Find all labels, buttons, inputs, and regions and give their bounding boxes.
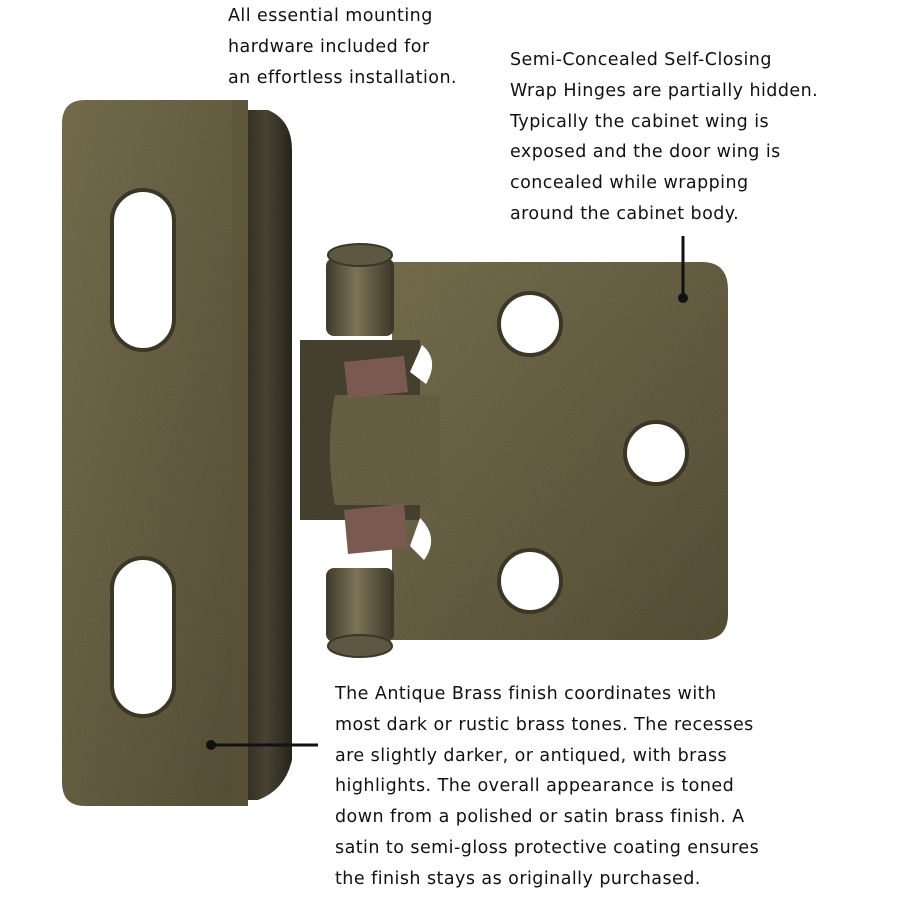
knuckle-bottom xyxy=(326,568,394,642)
caption-hardware: All essential mounting hardware included for an effortless installation. xyxy=(228,6,457,88)
pin-head-bottom xyxy=(328,635,392,657)
slot-hole-bottom xyxy=(112,558,174,716)
caption-antique-brass-finish: The Antique Brass finish coordinates with most dark or rustic brass tones. The recesses are slightly darker, or antiqued, with brass highlights. The overall appearance is toned down from a polished or satin brass finish. A satin to semi-gloss protective coating ensures the finish stays as originally purchased. xyxy=(335,684,760,889)
screw-hole-3 xyxy=(499,550,561,612)
screw-hole-1 xyxy=(499,293,561,355)
slot-hole-top xyxy=(112,190,174,350)
hinge-spring-arm xyxy=(330,395,440,505)
callout-dot-finish xyxy=(206,740,216,750)
screw-hole-2 xyxy=(625,422,687,484)
callout-dot-wrap xyxy=(678,293,688,303)
pin-head-top xyxy=(328,244,392,266)
hinge-cabinet-wing-edge xyxy=(232,100,248,806)
knuckle-top xyxy=(326,258,394,336)
spring-guide-top xyxy=(344,356,408,398)
caption-wrap-hinges: Semi-Concealed Self-Closing Wrap Hinges are partially hidden. Typically the cabinet wing is exposed and the door wing is concealed while wrapping around the cabinet body. xyxy=(510,50,819,224)
spring-guide-bottom xyxy=(344,504,408,554)
